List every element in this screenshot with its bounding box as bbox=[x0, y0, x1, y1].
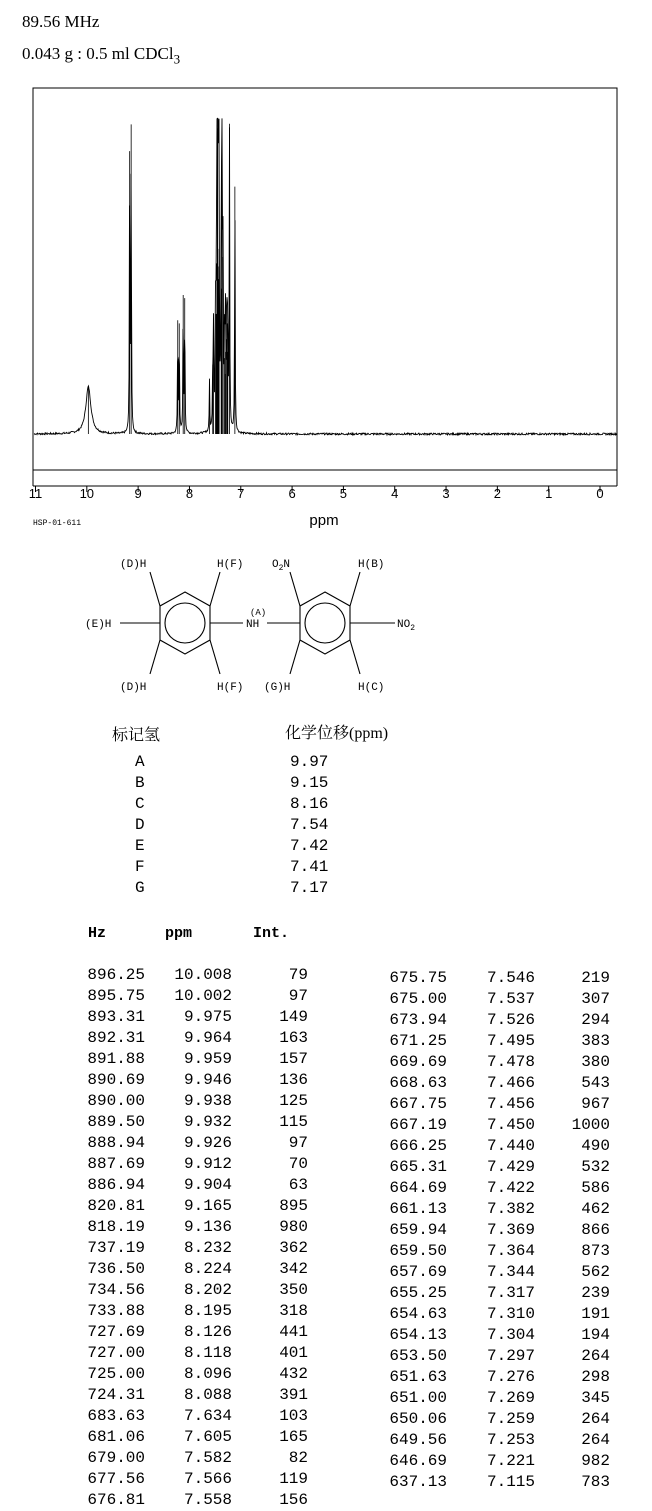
peak-hz: 892.31 bbox=[87, 1029, 145, 1047]
peak-intensity: 165 bbox=[279, 1428, 308, 1446]
assignment-shift: 7.54 bbox=[290, 816, 329, 834]
peak-hz: 651.63 bbox=[389, 1368, 447, 1386]
spectrum-trace bbox=[34, 118, 617, 435]
peak-ppm: 8.224 bbox=[183, 1260, 232, 1278]
peak-ppm: 7.478 bbox=[486, 1053, 535, 1071]
peak-hz: 671.25 bbox=[389, 1032, 447, 1050]
peak-hz: 661.13 bbox=[389, 1200, 447, 1218]
peak-hz: 896.25 bbox=[87, 966, 145, 984]
peak-ppm: 8.088 bbox=[183, 1386, 232, 1404]
peak-hz: 654.13 bbox=[389, 1326, 447, 1344]
peak-intensity: 441 bbox=[279, 1323, 308, 1341]
peak-hz: 734.56 bbox=[87, 1281, 145, 1299]
peak-ppm: 7.605 bbox=[183, 1428, 232, 1446]
label-hf-top: H(F) bbox=[217, 559, 244, 571]
peak-ppm: 9.165 bbox=[183, 1197, 232, 1215]
peak-ppm: 8.195 bbox=[183, 1302, 232, 1320]
peak-hz: 646.69 bbox=[389, 1452, 447, 1470]
assignment-shift: 7.42 bbox=[290, 837, 329, 855]
peak-intensity: 63 bbox=[288, 1176, 308, 1194]
assignment-shift: 9.15 bbox=[290, 774, 329, 792]
x-tick-label: 9 bbox=[134, 486, 142, 501]
label-o2n: $O_2N$ bbox=[272, 559, 291, 573]
peak-hz: 895.75 bbox=[87, 987, 145, 1005]
peak-intensity: 318 bbox=[279, 1302, 308, 1320]
peak-ppm: 9.926 bbox=[183, 1134, 232, 1152]
peak-ppm: 9.946 bbox=[183, 1071, 232, 1089]
assignment-label: G bbox=[135, 879, 145, 897]
sample-text: 0.043 g : 0.5 ml CDCl bbox=[22, 44, 174, 63]
peak-hz: 666.25 bbox=[389, 1137, 447, 1155]
peak-hz: 677.56 bbox=[87, 1470, 145, 1488]
peak-ppm: 7.115 bbox=[486, 1473, 535, 1491]
peak-ppm: 7.310 bbox=[486, 1305, 535, 1323]
x-tick-label: 6 bbox=[288, 486, 296, 501]
assignment-label: F bbox=[135, 858, 145, 876]
peak-ppm: 7.582 bbox=[183, 1449, 232, 1467]
peak-intensity: 115 bbox=[279, 1113, 308, 1131]
label-hf-bottom: H(F) bbox=[217, 682, 244, 694]
peak-ppm: 9.932 bbox=[183, 1113, 232, 1131]
peak-hz: 651.00 bbox=[389, 1389, 447, 1407]
peak-ppm: 8.096 bbox=[183, 1365, 232, 1383]
peak-ppm: 7.495 bbox=[486, 1032, 535, 1050]
peak-hz: 653.50 bbox=[389, 1347, 447, 1365]
peak-intensity: 586 bbox=[581, 1179, 610, 1197]
peak-intensity: 264 bbox=[581, 1431, 610, 1449]
peak-hz: 727.69 bbox=[87, 1323, 145, 1341]
x-tick-label: 5 bbox=[339, 486, 348, 501]
peak-hz: 667.19 bbox=[389, 1116, 447, 1134]
peak-ppm: 7.364 bbox=[486, 1242, 535, 1260]
peak-intensity: 294 bbox=[581, 1011, 610, 1029]
peak-ppm: 8.232 bbox=[183, 1239, 232, 1257]
peak-intensity: 350 bbox=[279, 1281, 308, 1299]
peak-intensity: 562 bbox=[581, 1263, 610, 1281]
peak-hz: 650.06 bbox=[389, 1410, 447, 1428]
label-no2: $NO_2$ bbox=[397, 619, 416, 633]
peak-hz: 888.94 bbox=[87, 1134, 145, 1152]
peak-intensity: 967 bbox=[581, 1095, 610, 1113]
peak-intensity: 1000 bbox=[571, 1116, 610, 1134]
peak-intensity: 149 bbox=[279, 1008, 308, 1026]
peak-intensity: 866 bbox=[581, 1221, 610, 1239]
peak-intensity: 980 bbox=[279, 1218, 308, 1236]
peak-intensity: 264 bbox=[581, 1410, 610, 1428]
peak-ppm: 10.002 bbox=[174, 987, 232, 1005]
peak-ppm: 7.253 bbox=[486, 1431, 535, 1449]
peak-ppm: 7.317 bbox=[486, 1284, 535, 1302]
label-gh: (G)H bbox=[264, 682, 291, 694]
x-tick-label: 0 bbox=[596, 486, 604, 501]
label-dh-bottom: (D)H bbox=[120, 682, 147, 694]
peak-intensity: 401 bbox=[279, 1344, 308, 1362]
peak-intensity: 82 bbox=[288, 1449, 308, 1467]
peak-hz: 887.69 bbox=[87, 1155, 145, 1173]
molecule-structure bbox=[60, 545, 460, 700]
x-tick-label: 1 bbox=[545, 486, 553, 501]
peak-hz: 673.94 bbox=[389, 1011, 447, 1029]
peak-hz: 889.50 bbox=[87, 1113, 145, 1131]
peak-hz: 668.63 bbox=[389, 1074, 447, 1092]
peak-ppm: 7.634 bbox=[183, 1407, 232, 1425]
peak-ppm: 8.126 bbox=[183, 1323, 232, 1341]
peak-hz: 675.75 bbox=[389, 969, 447, 987]
peak-ppm: 9.975 bbox=[183, 1008, 232, 1026]
x-tick-label: 8 bbox=[185, 486, 194, 501]
peak-intensity: 97 bbox=[288, 1134, 308, 1152]
peak-ppm: 9.964 bbox=[183, 1029, 232, 1047]
label-nh: NH bbox=[246, 619, 260, 631]
peak-intensity: 298 bbox=[581, 1368, 610, 1386]
peak-ppm: 7.456 bbox=[486, 1095, 535, 1113]
peak-ppm: 7.259 bbox=[486, 1410, 535, 1428]
peak-intensity: 307 bbox=[581, 990, 610, 1008]
peak-intensity: 103 bbox=[279, 1407, 308, 1425]
label-a: (A) bbox=[250, 608, 267, 618]
col-header-ppm: ppm bbox=[165, 925, 193, 942]
peak-hz: 679.00 bbox=[87, 1449, 145, 1467]
peak-ppm: 7.450 bbox=[486, 1116, 535, 1134]
peak-hz: 649.56 bbox=[389, 1431, 447, 1449]
assignment-label: B bbox=[135, 774, 145, 792]
label-hb: H(B) bbox=[358, 559, 385, 571]
peak-intensity: 79 bbox=[288, 966, 308, 984]
peak-intensity: 532 bbox=[581, 1158, 610, 1176]
peak-ppm: 7.466 bbox=[486, 1074, 535, 1092]
peak-ppm: 8.202 bbox=[183, 1281, 232, 1299]
peak-intensity: 873 bbox=[581, 1242, 610, 1260]
assignment-label: A bbox=[135, 753, 145, 771]
peak-hz: 890.00 bbox=[87, 1092, 145, 1110]
peak-hz: 659.50 bbox=[389, 1242, 447, 1260]
peak-hz: 654.63 bbox=[389, 1305, 447, 1323]
peak-hz: 890.69 bbox=[87, 1071, 145, 1089]
peak-intensity: 156 bbox=[279, 1491, 308, 1509]
peak-ppm: 9.938 bbox=[183, 1092, 232, 1110]
assignment-label: C bbox=[135, 795, 145, 813]
peak-ppm: 7.221 bbox=[486, 1452, 535, 1470]
peak-ppm: 8.118 bbox=[183, 1344, 232, 1362]
peak-intensity: 97 bbox=[288, 987, 308, 1005]
peak-intensity: 136 bbox=[279, 1071, 308, 1089]
peak-intensity: 383 bbox=[581, 1032, 610, 1050]
peak-hz: 669.69 bbox=[389, 1053, 447, 1071]
peak-ppm: 7.369 bbox=[486, 1221, 535, 1239]
peak-marks bbox=[88, 118, 235, 434]
peak-hz: 736.50 bbox=[87, 1260, 145, 1278]
x-tick-label: 10 bbox=[79, 486, 95, 501]
peak-hz: 733.88 bbox=[87, 1302, 145, 1320]
peak-hz: 724.31 bbox=[87, 1386, 145, 1404]
peak-intensity: 125 bbox=[279, 1092, 308, 1110]
peak-intensity: 391 bbox=[279, 1386, 308, 1404]
peak-ppm: 9.959 bbox=[183, 1050, 232, 1068]
x-tick-label: 3 bbox=[442, 486, 450, 501]
plot-frame bbox=[33, 88, 617, 470]
peak-ppm: 7.304 bbox=[486, 1326, 535, 1344]
peak-hz: 727.00 bbox=[87, 1344, 145, 1362]
peak-hz: 820.81 bbox=[87, 1197, 145, 1215]
peak-ppm: 7.269 bbox=[486, 1389, 535, 1407]
peak-ppm: 9.904 bbox=[183, 1176, 232, 1194]
peak-ppm: 7.558 bbox=[183, 1491, 232, 1509]
peak-hz: 891.88 bbox=[87, 1050, 145, 1068]
peak-intensity: 462 bbox=[581, 1200, 610, 1218]
peak-list-table bbox=[0, 925, 652, 1509]
peak-intensity: 490 bbox=[581, 1137, 610, 1155]
peak-intensity: 380 bbox=[581, 1053, 610, 1071]
peak-intensity: 157 bbox=[279, 1050, 308, 1068]
peak-intensity: 194 bbox=[581, 1326, 610, 1344]
peak-intensity: 219 bbox=[581, 969, 610, 987]
peak-hz: 675.00 bbox=[389, 990, 447, 1008]
x-tick-label: 11 bbox=[28, 486, 43, 501]
peak-hz: 637.13 bbox=[389, 1473, 447, 1491]
peak-hz: 655.25 bbox=[389, 1284, 447, 1302]
left-benzene-ring bbox=[160, 592, 210, 654]
label-eh: (E)H bbox=[85, 619, 112, 631]
sample-concentration bbox=[22, 44, 180, 67]
shift-assignment-table bbox=[0, 720, 652, 910]
peak-ppm: 9.136 bbox=[183, 1218, 232, 1236]
assignment-header-shift: 化学位移(ppm) bbox=[285, 725, 389, 742]
peak-ppm: 7.440 bbox=[486, 1137, 535, 1155]
sample-subscript: 3 bbox=[173, 51, 181, 67]
assignment-shift: 7.41 bbox=[290, 858, 329, 876]
peak-hz: 665.31 bbox=[389, 1158, 447, 1176]
peak-hz: 683.63 bbox=[87, 1407, 145, 1425]
x-axis-ticks bbox=[29, 486, 604, 501]
peak-ppm: 7.526 bbox=[486, 1011, 535, 1029]
peak-intensity: 432 bbox=[279, 1365, 308, 1383]
peak-ppm: 7.297 bbox=[486, 1347, 535, 1365]
x-tick-label: 4 bbox=[391, 486, 399, 501]
x-tick-label: 2 bbox=[493, 486, 501, 501]
assignment-shift: 9.97 bbox=[290, 753, 329, 771]
peak-hz: 657.69 bbox=[389, 1263, 447, 1281]
label-dh-top: (D)H bbox=[120, 559, 147, 571]
peak-intensity: 345 bbox=[581, 1389, 610, 1407]
peak-hz: 681.06 bbox=[87, 1428, 145, 1446]
peak-hz: 667.75 bbox=[389, 1095, 447, 1113]
peak-intensity: 982 bbox=[581, 1452, 610, 1470]
col-header-hz: Hz bbox=[88, 925, 107, 942]
peak-hz: 893.31 bbox=[87, 1008, 145, 1026]
peak-ppm: 7.344 bbox=[486, 1263, 535, 1281]
peak-intensity: 783 bbox=[581, 1473, 610, 1491]
peak-ppm: 7.422 bbox=[486, 1179, 535, 1197]
peak-hz: 664.69 bbox=[389, 1179, 447, 1197]
spectrum-code: HSP-01-611 bbox=[33, 519, 82, 528]
x-tick-label: 7 bbox=[237, 486, 245, 501]
assignment-header-label: 标记氢 bbox=[112, 727, 161, 744]
assignment-shift: 8.16 bbox=[290, 795, 329, 813]
peak-ppm: 7.276 bbox=[486, 1368, 535, 1386]
col-header-int: Int. bbox=[253, 925, 290, 942]
spectrometer-frequency: 89.56 MHz bbox=[22, 12, 100, 31]
peak-intensity: 119 bbox=[279, 1470, 308, 1488]
peak-hz: 676.81 bbox=[87, 1491, 145, 1509]
peak-intensity: 264 bbox=[581, 1347, 610, 1365]
peak-intensity: 163 bbox=[279, 1029, 308, 1047]
peak-ppm: 7.382 bbox=[486, 1200, 535, 1218]
peak-intensity: 342 bbox=[279, 1260, 308, 1278]
peak-intensity: 70 bbox=[288, 1155, 308, 1173]
peak-ppm: 7.429 bbox=[486, 1158, 535, 1176]
peak-ppm: 7.537 bbox=[486, 990, 535, 1008]
peak-hz: 818.19 bbox=[87, 1218, 145, 1236]
nmr-spectrum-chart bbox=[0, 80, 652, 535]
peak-ppm: 9.912 bbox=[183, 1155, 232, 1173]
peak-ppm: 10.008 bbox=[174, 966, 232, 984]
peak-intensity: 895 bbox=[279, 1197, 308, 1215]
peak-ppm: 7.566 bbox=[183, 1470, 232, 1488]
peak-intensity: 543 bbox=[581, 1074, 610, 1092]
peak-intensity: 191 bbox=[581, 1305, 610, 1323]
peak-hz: 725.00 bbox=[87, 1365, 145, 1383]
x-axis-label: ppm bbox=[309, 512, 339, 529]
peak-intensity: 362 bbox=[279, 1239, 308, 1257]
label-hc: H(C) bbox=[358, 682, 385, 694]
assignment-label: D bbox=[135, 816, 145, 834]
peak-ppm: 7.546 bbox=[486, 969, 535, 987]
right-benzene-ring bbox=[300, 592, 350, 654]
peak-hz: 659.94 bbox=[389, 1221, 447, 1239]
assignment-label: E bbox=[135, 837, 145, 855]
peak-hz: 886.94 bbox=[87, 1176, 145, 1194]
peak-hz: 737.19 bbox=[87, 1239, 145, 1257]
peak-intensity: 239 bbox=[581, 1284, 610, 1302]
assignment-shift: 7.17 bbox=[290, 879, 329, 897]
